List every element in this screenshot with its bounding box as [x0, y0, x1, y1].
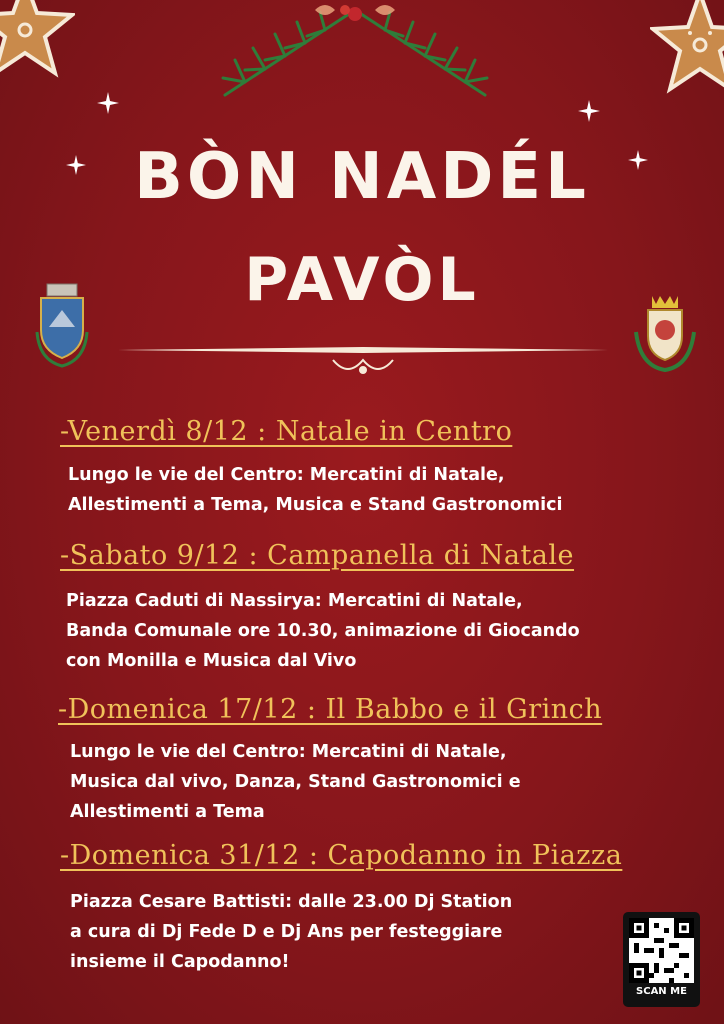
event-heading: -Venerdì 8/12 : Natale in Centro [60, 416, 513, 447]
event-description: Lungo le vie del Centro: Mercatini di Natale, Musica dal vivo, Danza, Stand Gastronomici e Allestimenti a Tema [70, 742, 521, 822]
pine-branch-icon [205, 0, 505, 110]
municipal-crest-icon [630, 292, 700, 374]
ornamental-divider-icon [118, 338, 608, 383]
event-heading: -Sabato 9/12 : Campanella di Natale [60, 540, 575, 571]
gingerbread-star-icon [0, 0, 75, 90]
qr-code-icon[interactable] [629, 918, 694, 983]
event-heading: -Domenica 31/12 : Capodanno in Piazza [60, 840, 623, 871]
event-description: Piazza Cesare Battisti: dalle 23.00 Dj Station a cura di Dj Fede D e Dj Ans per festeggiare insieme il Capodanno! [70, 892, 513, 972]
poster-title-line-2: PAVÒL [244, 245, 480, 315]
sparkle-icon [97, 92, 119, 114]
municipal-crest-icon [33, 282, 91, 370]
event-heading: -Domenica 17/12 : Il Babbo e il Grinch [58, 694, 603, 725]
qr-code-badge[interactable] [623, 912, 700, 1007]
event-description: Lungo le vie del Centro: Mercatini di Natale, Allestimenti a Tema, Musica e Stand Gastronomici [68, 465, 563, 515]
qr-scan-label: SCAN ME [636, 986, 687, 997]
event-description: Piazza Caduti di Nassirya: Mercatini di Natale, Banda Comunale ore 10.30, animazione di Giocando con Monilla e Musica dal Vivo [66, 591, 580, 671]
poster-title-line-1: BÒN NADÉL [134, 140, 590, 214]
gingerbread-star-icon [650, 0, 724, 110]
sparkle-icon [578, 100, 600, 122]
